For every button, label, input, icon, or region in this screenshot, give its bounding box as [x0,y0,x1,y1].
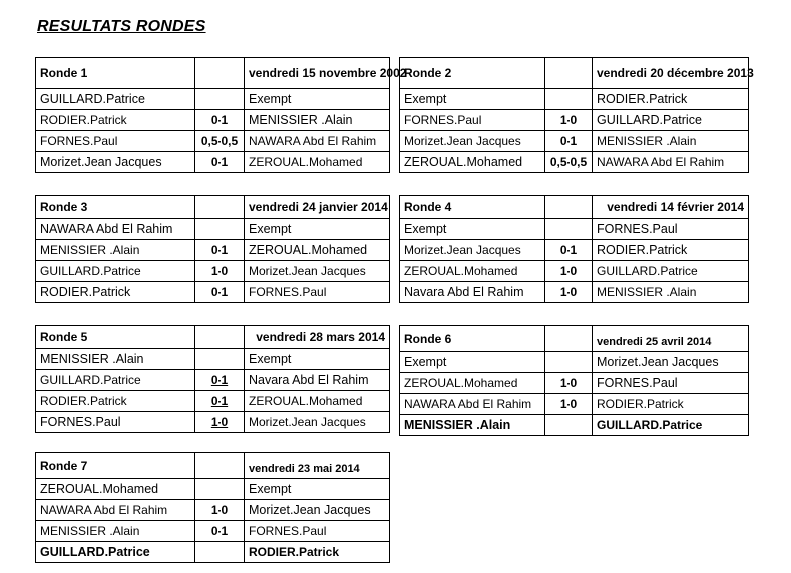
white-player: Exempt [400,219,545,240]
black-player: Morizet.Jean Jacques [245,500,390,521]
game-row [400,131,749,152]
score: 0,5-0,5 [195,131,245,152]
game-row [36,370,390,391]
black-player: GUILLARD.Patrice [593,110,749,131]
score [195,219,245,240]
round-4-table [399,195,749,303]
round-3-table [35,195,390,303]
score: 0-1 [195,240,245,261]
round-label: Ronde 3 [36,196,195,219]
score: 1-0 [545,261,593,282]
white-player: FORNES.Paul [36,131,195,152]
white-player: Morizet.Jean Jacques [400,240,545,261]
white-player: Morizet.Jean Jacques [36,152,195,173]
black-player: Morizet.Jean Jacques [245,412,390,433]
white-player: GUILLARD.Patrice [36,261,195,282]
white-player: ZEROUAL.Mohamed [400,152,545,173]
game-row [400,152,749,173]
score [195,349,245,370]
white-player: GUILLARD.Patrice [36,542,195,563]
game-row [36,542,390,563]
white-player: MENISSIER .Alain [400,415,545,436]
black-player: GUILLARD.Patrice [593,415,749,436]
black-player: NAWARA Abd El Rahim [245,131,390,152]
white-player: ZEROUAL.Mohamed [400,261,545,282]
round-6-table [399,325,749,436]
round-header [400,326,749,352]
game-row [36,479,390,500]
white-player: RODIER.Patrick [36,110,195,131]
round-date: vendredi 25 avril 2014 [593,326,749,352]
score: 0-1 [195,110,245,131]
white-player: NAWARA Abd El Rahim [36,219,195,240]
round-date: vendredi 20 décembre 2013 [593,58,749,89]
round-header [400,196,749,219]
score: 0-1 [195,391,245,412]
score: 1-0 [195,261,245,282]
game-row [400,219,749,240]
score: 0-1 [195,152,245,173]
black-player: Exempt [245,219,390,240]
round-header [36,196,390,219]
round-5-table [35,325,390,433]
round-label: Ronde 7 [36,453,195,479]
black-player: Exempt [245,89,390,110]
game-row [36,240,390,261]
score [545,89,593,110]
black-player: FORNES.Paul [593,373,749,394]
game-row [36,521,390,542]
round-date: vendredi 23 mai 2014 [245,453,390,479]
game-row [400,261,749,282]
round-date: vendredi 28 mars 2014 [245,326,390,349]
black-player: ZEROUAL.Mohamed [245,152,390,173]
score: 1-0 [195,412,245,433]
black-player: MENISSIER .Alain [593,282,749,303]
game-row [36,219,390,240]
game-row [400,394,749,415]
white-player: GUILLARD.Patrice [36,89,195,110]
white-player: Morizet.Jean Jacques [400,131,545,152]
round-label: Ronde 6 [400,326,545,352]
black-player: ZEROUAL.Mohamed [245,391,390,412]
score: 1-0 [545,110,593,131]
white-player: RODIER.Patrick [36,391,195,412]
game-row [36,391,390,412]
white-player: Navara Abd El Rahim [400,282,545,303]
game-row [400,373,749,394]
game-row [400,415,749,436]
round-label: Ronde 5 [36,326,195,349]
round-header [36,58,390,89]
black-player: ZEROUAL.Mohamed [245,240,390,261]
black-player: RODIER.Patrick [245,542,390,563]
white-player: MENISSIER .Alain [36,349,195,370]
round-header [400,58,749,89]
white-player: FORNES.Paul [36,412,195,433]
score: 1-0 [545,394,593,415]
white-player: ZEROUAL.Mohamed [400,373,545,394]
round-2-table [399,57,754,173]
score: 0-1 [195,282,245,303]
game-row [36,152,390,173]
black-player: FORNES.Paul [593,219,749,240]
game-row [36,110,390,131]
black-player: MENISSIER .Alain [245,110,390,131]
score: 0-1 [195,370,245,391]
game-row [36,500,390,521]
white-player: ZEROUAL.Mohamed [36,479,195,500]
score: 0-1 [195,521,245,542]
round-7-table [35,452,390,563]
black-player: Morizet.Jean Jacques [593,352,749,373]
game-row [400,240,749,261]
game-row [36,412,390,433]
black-player: Navara Abd El Rahim [245,370,390,391]
score [195,542,245,563]
black-player: GUILLARD.Patrice [593,261,749,282]
score [195,479,245,500]
black-player: Exempt [245,349,390,370]
black-player: MENISSIER .Alain [593,131,749,152]
black-player: NAWARA Abd El Rahim [593,152,749,173]
white-player: Exempt [400,89,545,110]
black-player: RODIER.Patrick [593,394,749,415]
game-row [400,89,749,110]
black-player: FORNES.Paul [245,282,390,303]
score [545,352,593,373]
white-player: MENISSIER .Alain [36,240,195,261]
game-row [400,110,749,131]
score: 1-0 [195,500,245,521]
round-label: Ronde 2 [400,58,545,89]
round-header [36,326,390,349]
white-player: NAWARA Abd El Rahim [36,500,195,521]
white-player: Exempt [400,352,545,373]
round-label: Ronde 4 [400,196,545,219]
game-row [36,89,390,110]
white-player: GUILLARD.Patrice [36,370,195,391]
white-player: RODIER.Patrick [36,282,195,303]
score: 1-0 [545,282,593,303]
black-player: RODIER.Patrick [593,240,749,261]
game-row [400,352,749,373]
game-row [36,282,390,303]
score: 0-1 [545,240,593,261]
game-row [36,261,390,282]
round-date: vendredi 24 janvier 2014 [245,196,390,219]
round-date: vendredi 15 novembre 2002 [245,58,390,89]
black-player: FORNES.Paul [245,521,390,542]
score: 0-1 [545,131,593,152]
white-player: NAWARA Abd El Rahim [400,394,545,415]
white-player: MENISSIER .Alain [36,521,195,542]
black-player: Exempt [245,479,390,500]
black-player: RODIER.Patrick [593,89,749,110]
score [545,415,593,436]
white-player: FORNES.Paul [400,110,545,131]
round-header [36,453,390,479]
score [545,219,593,240]
game-row [400,282,749,303]
round-date: vendredi 14 février 2014 [593,196,749,219]
score: 0,5-0,5 [545,152,593,173]
round-1-table [35,57,407,173]
game-row [36,349,390,370]
score [195,89,245,110]
game-row [36,131,390,152]
round-label: Ronde 1 [36,58,195,89]
black-player: Morizet.Jean Jacques [245,261,390,282]
score: 1-0 [545,373,593,394]
page-title: RESULTATS RONDES [37,18,206,35]
